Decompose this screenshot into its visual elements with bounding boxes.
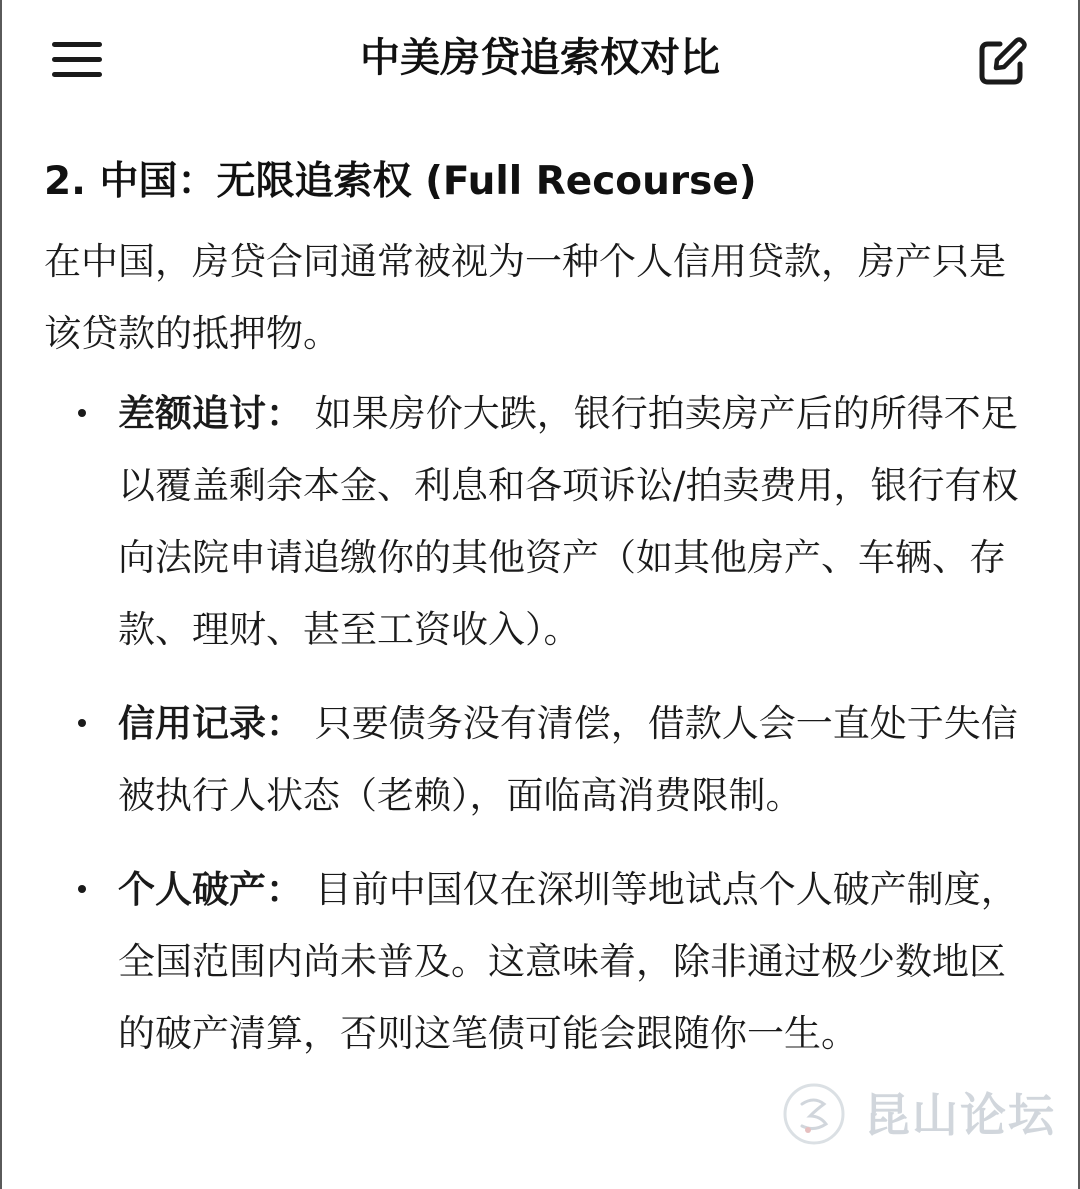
list-item [44, 378, 1034, 666]
message-content [44, 150, 1044, 1070]
hamburger-menu-icon-line [52, 57, 102, 62]
window-frame-left [0, 0, 2, 1189]
list-item-title: 信用记录： [118, 702, 303, 745]
bullet-list [44, 378, 1044, 1070]
list-item-text: 目前中国仅在深圳等地试点个人破产制度，全国范围内尚未普及。这意味着，除非通过极少数地区的破产清算，否则这笔债可能会跟随你一生。 [118, 868, 1018, 1055]
list-item [44, 688, 1034, 832]
list-item-title: 差额追讨： [118, 392, 303, 435]
page-title: 中美房贷追索权对比 [360, 35, 720, 81]
edit-compose-icon [976, 36, 1028, 88]
hamburger-menu-icon-line [52, 72, 102, 77]
watermark-seal-icon [782, 1082, 846, 1146]
watermark-text: 昆山论坛 [864, 1088, 1056, 1142]
list-item-title: 个人破产： [118, 868, 303, 911]
bullet-dot-icon [78, 719, 86, 727]
section-heading: 2. 中国：无限追索权 (Full Recourse) [44, 159, 757, 204]
forum-watermark [780, 1080, 1070, 1150]
list-item-text: 如果房价大跌，银行拍卖房产后的所得不足以覆盖剩余本金、利息和各项诉讼/拍卖费用，银行有权向法院申请追缴你的其他资产（如其他房产、车辆、存款、理财、甚至工资收入）。 [118, 392, 1019, 651]
list-item-text: 只要债务没有清偿，借款人会一直处于失信被执行人状态（老赖），面临高消费限制。 [118, 702, 1018, 817]
bullet-dot-icon [78, 885, 86, 893]
intro-paragraph: 在中国，房贷合同通常被视为一种个人信用贷款，房产只是该贷款的抵押物。 [44, 240, 1006, 355]
hamburger-menu-icon [52, 42, 102, 47]
list-item [44, 854, 1034, 1070]
bullet-dot-icon [78, 409, 86, 417]
new-chat-button[interactable] [976, 36, 1028, 88]
top-bar [0, 0, 1080, 118]
menu-button[interactable] [52, 42, 102, 78]
